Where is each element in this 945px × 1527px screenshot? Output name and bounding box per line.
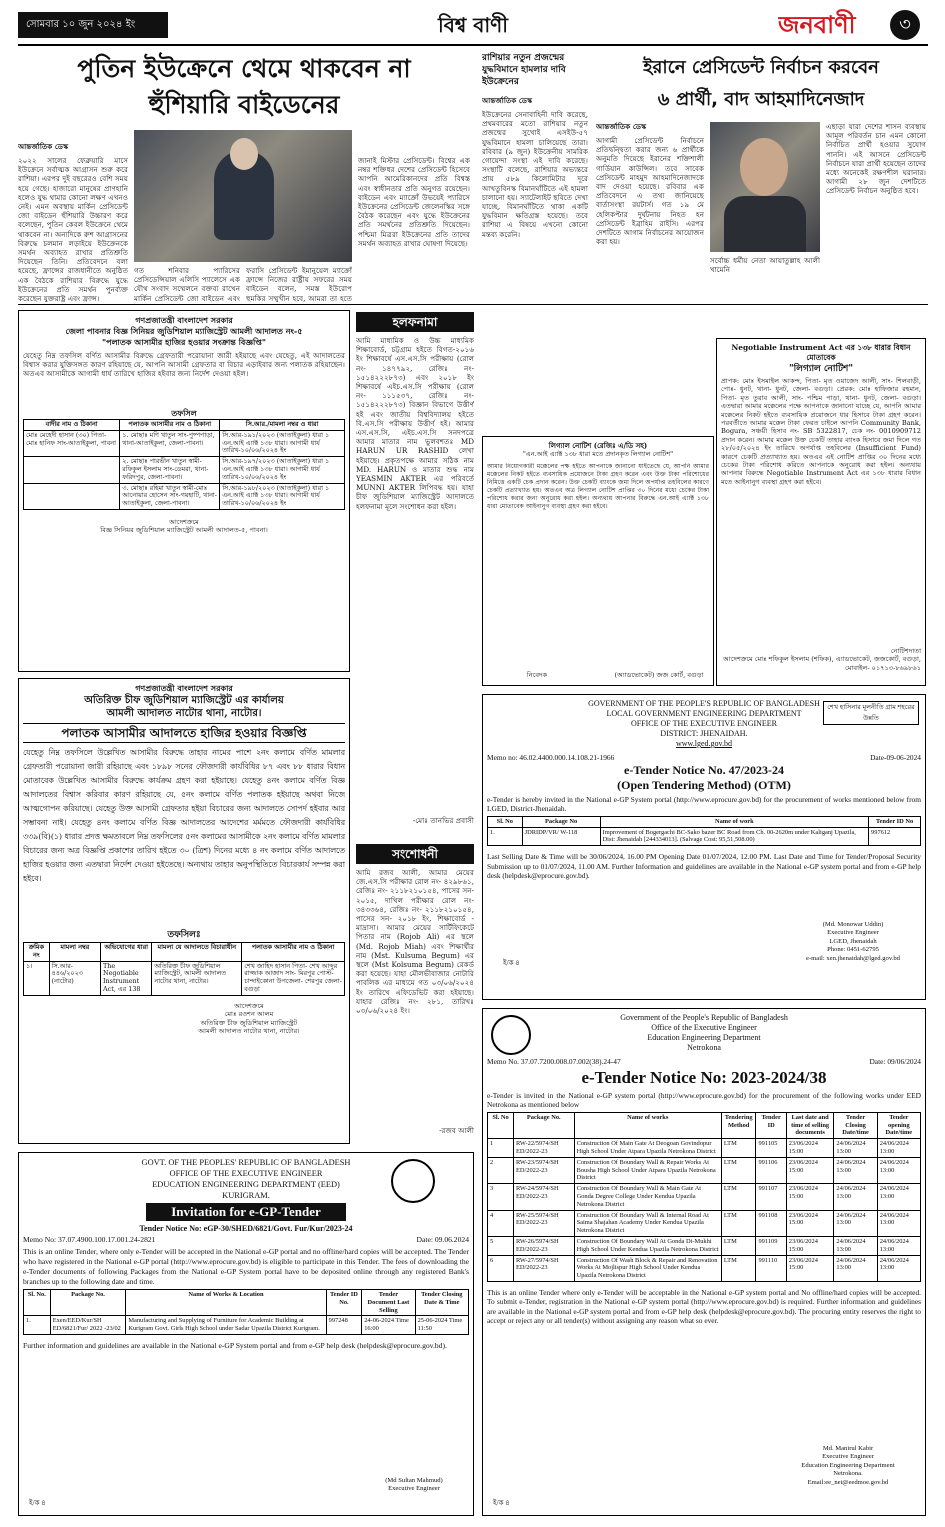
table-row [488,1157,921,1183]
table-cell: মোঃ মেহেদী হাসান (৩০) পিতা-মোঃ হানিফ সাং-আতাইকুলা, পাবনা [24,430,120,456]
natore-table [23,942,345,996]
col-header: Tender ID [756,1112,786,1138]
table-cell: LTM [721,1236,756,1255]
table-row [488,1210,921,1236]
table-cell: Construction Of Boundary Wall & Repair Works At Bousha High School Under Atpara Upazila Netrokona District [574,1157,721,1183]
notice-body: যেহেতু নিম্ন তফসিল বর্ণিত আসামীর বিরুদ্ধে গ্রেফতারী পরোয়ানা জারী হইয়াছে এবং যেহেতু, এই আদালতের বিশ্বাস করার যুক্তিসঙ্গত কারণ রহিয়াছে যে, আপনি আসামী গ্রেফতার বা বিচার এড়াইবার জন্য পলাতক রহিয়াছেন। অতএব আসামীকে আগামী ধার্য তারিখে হাজির হইবার জন্য নির্দেশ দেওয়া হইল। [23,351,345,379]
table-cell: Construction Of Boundary Wall & Main Gate At Gonda Degree College Under Kendua Upazila Netrokona District [574,1184,721,1210]
natore-title: পলাতক আসামীর আদালতে হাজির হওয়ার বিজ্ঞপ্তি [23,723,345,743]
affidavit-block [356,312,474,836]
n-line2: Office of the Executive Engineer [651,1023,757,1032]
table-cell: 991105 [756,1139,786,1158]
col-header: মামলা যে আদালতে বিচারাধীন [152,943,242,962]
table-cell: 1. [488,827,523,846]
table-cell: Construction Of Boundary Wall At Gonda Di-Mukhi High School Under Kendua Upazila Netrokona District [574,1236,721,1255]
putin-col1: ২০২২ সালের ফেব্রুয়ারি মাসে ইউক্রেনে সর্বাত্মক আগ্রাসন শুরু করে রাশিয়া। এরপর দুই বছরেরও বেশি সময় হয়ে গেছে। হাজারো মানুষের প্রাণহানি হলেও যুদ্ধ থামার কোনো লক্ষণ এখনও নেই। এমন অবস্থায় মার্কিন প্রেসিডেন্ট জো বাইডেন হুঁশিয়ারি উচ্চারণ করে বলেছেন, পুতিন কেবল ইউক্রেনে থেমে থাকবেন না। অন্যদিকে রুশ আগ্রাসনের বিরুদ্ধে চলমান লড়াইয়ে ইউক্রেনকে সমর্থন অব্যাহত রাখার প্রতিশ্রুতি দিয়েছেন তিনি। প্রতিবেদনে বলা হয়েছে, ফ্রান্সের রাজধানীতে অনুষ্ঠিত এক বৈঠকে রাশিয়ার বিরুদ্ধে যুদ্ধে ইউক্রেনের প্রতি সমর্থন পুনর্ব্যক্ত করেছেন যুক্তরাষ্ট্র এবং ফ্রান্স। [18,156,128,302]
table-cell: ১. মোছাঃ মণি খাতুন সাং-পুষ্পপাড়া, থানা-আতাইকুলা, জেলা-পাবনা। [120,430,220,456]
affidavit-sign: -মোঃ তানভির প্রবাসী [412,816,474,825]
sig-line: Netrokona. [833,1470,863,1478]
eed-logo [391,1159,435,1203]
k-intro: This is an online Tender, where only e-Tender will be accepted in the National e-GP portal and no offline/hard copies will be accepted. The Tender who have registered in the National e-GP portal (http://www.eprocure.gov.bd) is eligible to participate in this Tender. The fees of downloading the e-Tender documents of following Packages from the National e-GP System portal have to be deposited online through any registered Bank's branches up to the following date and time. [23,1247,469,1286]
table-cell: শেখ জাহিদ হাসান পিতা- শেখ আব্দুর রাজ্জাক আজাদ সাং- মিরপুর পোস্ট- চান্দাইকোনা উপজেলা- শেরপুর জেলা- বগুড়া [242,961,345,995]
k-memo-row [23,1234,469,1245]
table-cell: 24/06/2024 13:00 [877,1139,920,1158]
j-line4: DISTRICT: JHENAIDAH. [660,729,748,738]
table-cell: The Negotiable Instrument Act, এর 138 [101,961,152,995]
table-cell: LTM [721,1184,756,1210]
col-header: Package No [522,816,600,827]
col-header: Tender ID No. [326,1290,362,1316]
table-row [488,1255,921,1281]
russia-body: ইউক্রেনের সেনাবাহিনী দাবি করেছে, প্রথমবারের মতো রাশিয়ার নতুন প্রজন্মের সুখোই এসইউ-৫৭ যুদ্ধবিমানে হামলা চালিয়েছে তারা। রবিবার (৯ জুন) ইউক্রেনীয় সামরিক গোয়েন্দা সংস্থা এই দাবি করেছে। সংস্থাটি বলেছে, রাশিয়ার অভ্যন্তরে প্রায় ৫৮৯ কিলোমিটার দূরে আখতুবিনস্ক বিমানঘাঁটিতে এই হামলা চালানো হয়। স্যাটেলাইট ছবিতে দেখা যাচ্ছে, বিমানঘাঁটিতে থাকা একটি যুদ্ধবিমান ক্ষতিগ্রস্ত হয়েছে। তবে রাশিয়া এ বিষয়ে এখনো কোনো মন্তব্য করেনি। [482,110,588,239]
table-cell: 25-06-2024 Time 11:50 [415,1316,468,1335]
table-cell: 24/06/2024 13:00 [834,1139,877,1158]
table-cell: 6 [488,1255,514,1281]
table-cell: 24/06/2024 13:00 [834,1236,877,1255]
photo-body [724,196,806,252]
table-cell: RW-22/5974/SH ED/2022-23 [513,1139,574,1158]
natore-footer: মোঃ রওশন আলম [224,1010,274,1019]
masthead [18,8,928,42]
table-cell: 3 [488,1184,514,1210]
table-cell: 991108 [756,1210,786,1236]
j-table [487,816,921,846]
correction-title: সংশোধনী [356,844,474,864]
notice-gov: গণপ্রজাতন্ত্রী বাংলাদেশ সরকার [135,315,233,325]
putin-col3b: ফরাসি প্রেসিডেন্ট ইমানুয়েল ম্যাক্রোঁ ফ্রান্সে নিজের রাষ্ট্রীয় সফরের সময় বাইডেন বলেন, সমস্ত ইউরোপ হুমকির সম্মুখীন হবে, আমরা তা হতে [246,266,352,302]
table-row [24,430,345,456]
table-row [24,1316,469,1335]
col-header: Tender Closing Date/time [834,1112,877,1138]
table-row [488,827,921,846]
col-header: Tender Closing Date & Time [415,1290,468,1316]
table-cell: RW-27/5974/SH ED/2022-23 [513,1255,574,1281]
j-signature [783,921,923,963]
k-line4: KURIGRAM. [222,1191,270,1200]
iran-body-right: এছাড়া যারা দেশের শাসন ব্যবস্থায় আমূল পরিবর্তন চান এমন কোনো নির্বাচিত প্রার্থী হওয়ার সুযোগ পাননি। এই আসনে প্রেসিডেন্ট নির্বাচনে যারা প্রার্থী হয়েছেন তাদের মধ্যে অনেকেই রক্ষণশীল ঘরানার। আগামী ২৮ জুন দেশটিতে প্রেসিডেন্ট নির্বাচন অনুষ্ঠিত হবে। [826,122,926,196]
j-title2: (Open Tendering Method) (OTM) [617,778,791,792]
natore-footer: অতিরিক্ত চীফ জুডিশিয়াল ম্যাজিস্ট্রেট [200,1018,298,1027]
table-cell: Construction Of Wash Block & Repair and Renovation Works At Mojlispur High School Under Kendua Upazila Netrokona District [574,1255,721,1281]
natore-court: আমলী আদালত নাটোর থানা, নাটোর। [106,708,262,719]
iran-desk: আন্তর্জাতিক ডেস্ক [596,122,647,131]
negotiable-notice [716,338,926,686]
col-header: মামলা নম্বর [49,943,100,962]
masthead-rule [18,44,928,46]
iran-caption: সর্বোচ্চ ধর্মীয় নেতা আয়াতুল্লাহ আলী খামেনি [710,256,820,275]
ni-sign: আদেশক্রমে মোঃ শফিকুল ইসলাম (শফিক), এ্যাডভোকেট, জজকোর্ট, বগুড়া, মোবাইল- ০১৭১৩-৮৬৯৮৬১ [723,655,921,672]
col-header: Tender ID No [869,816,921,827]
iran-body-left: আগামী প্রেসিডেন্ট নির্বাচনে প্রতিদ্বন্দ্বিতা করার জন্য ৬ প্রার্থীকে অনুমতি দিয়েছে ইরানের শক্তিশালী গার্ডিয়ান কাউন্সিল। তবে সাবেক প্রেসিডেন্ট মাহমুদ আহমাদিনেজাদকে বাদ দেওয়া হয়েছে। রবিবার এক প্রতিবেদনে এ তথ্য জানিয়েছে বার্তাসংস্থা রয়টার্স। গত ১৯ মে হেলিকপ্টার দুর্ঘটনায় নিহত হন প্রেসিডেন্ট ইব্রাহিম রাইসি। এরপর দেশটিতে আগাম নির্বাচনের আয়োজন করা হয়। [596,136,704,247]
col-header: Sl. No. [24,1290,51,1316]
table-cell: LTM [721,1139,756,1158]
notice-court: জেলা পাবনার বিজ্ঞ সিনিয়র জুডিশিয়াল ম্যাজিস্ট্রেট আমলী আদালত নং-৫ [65,326,303,336]
table-cell: ১। [24,961,50,995]
k-footer: Further information and guidelines are available in the National e-GP System portal and from e-GP help desk (helpdesk@eprocure.gov.bd). [23,1340,447,1350]
table-cell: 24/06/2024 13:00 [834,1157,877,1183]
russia-headline: রাশিয়ার নতুন প্রজন্মের যুদ্ধবিমানে হামলার দাবি ইউক্রেনের [482,53,566,87]
table-cell: JDRIDP/VR/ W-118 [522,827,600,846]
table-cell: 991110 [756,1255,786,1281]
netrokona-tender [482,1008,926,1516]
russia-desk: আন্তর্জাতিক ডেস্ক [482,96,533,105]
col-header: সি.আর./মামলা নম্বর ও ধারা [220,420,345,431]
table-cell: সি.আর-১৯৭/২০২৩ (আতাইকুলা) ধারা ১ এন.আই এ্যাক্ট ১৩৮ ধারা। আগামী ধার্য তারিখ-১০/০৬/২০২৪ ইং [220,457,345,483]
date-box: সোমবার ১০ জুন ২০২৪ ইং [18,12,168,38]
eed-logo [491,1015,531,1055]
legal-sub: "এন.আই এ্যাক্ট ১৩৮ ধারা মতে প্রদানকৃত লিগ্যাল নোটিশ" [522,450,674,458]
col-header: Package No. [513,1112,574,1138]
legal-left-sign: নিবেদক [526,670,548,679]
logo: জনবাণী [778,11,856,39]
col-header: Sl. No [488,1112,514,1138]
col-header: Name of works [574,1112,721,1138]
photo-head [740,138,788,196]
j-title1: e-Tender Notice No. 47/2023-24 [624,763,784,777]
ni-sub: "লিগ্যাল নোটিশ" [788,364,854,374]
table-cell: LTM [721,1255,756,1281]
sig-line: Phone: 0451-62795 [827,946,879,954]
notice-table [23,419,345,510]
notice-footer: আদেশক্রমে [169,517,199,526]
table-cell: RW-25/5974/SH ED/2022-23 [513,1210,574,1236]
j-intro: e-Tender is hereby invited in the National e-GP System portal (http://www.eprocure.gov.bd) for the procurement of works mentioned below from LGED, District-Jhenaidah. [487,795,921,814]
k-line1: GOVT. OF THE PEOPLES' REPUBLIC OF BANGLADESH [141,1158,351,1167]
table-cell: 2 [488,1157,514,1183]
k-signature [359,1477,469,1494]
col-header: ক্রমিক নং [24,943,50,962]
table-row [24,457,345,483]
table-cell: 23/06/2024 15:00 [786,1139,834,1158]
table-cell: 23/06/2024 15:00 [786,1157,834,1183]
table-cell: 23/06/2024 15:00 [786,1210,834,1236]
ahmadinejad-photo [710,122,820,252]
sig-line: e-mail: xen.jhenaidah@lged.gov.bd [806,954,900,962]
page-number: ৩ [890,10,920,40]
n-date: Date: 09/06/2024 [869,1057,921,1066]
col-header: বাদীর নাম ও ঠিকানা [24,420,120,431]
iran-article [596,52,926,302]
table-row [24,961,345,995]
j-line2: LOCAL GOVERNMENT ENGINEERING DEPARTMENT [606,709,802,718]
legal-header: লিগ্যাল নোটিশ (রেজিঃ এ/ডি সহ) [548,441,648,450]
putin-col2: জানাই মিস্টার প্রেসিডেন্ট। বিশ্বের এক নম্বর শক্তিধর দেশের প্রেসিডেন্ট হিসেবে আপনি আমেরিকানদের প্রতি বিশ্বস্ত এবং স্বাধীনতার প্রতি অনুগত রয়েছেন। বাইডেন এবং ম্যাক্রোঁ উভয়েই প্যারিসে ইউক্রেনের প্রেসিডেন্ট জেলেনস্কির সঙ্গে বৈঠক করেছেন এবং যুদ্ধে ইউক্রেনের প্রতি সমর্থনের প্রতিশ্রুতি দিয়েছেন। পশ্চিমা মিত্ররা ইউক্রেনের প্রতি তাদের সমর্থন অব্যাহত রাখার ঘোষণা দিয়েছে। [358,156,470,248]
j-line1: GOVERNMENT OF THE PEOPLE'S REPUBLIC OF BANGLADESH [588,699,820,708]
table-cell: RW-23/5974/SH ED/2022-23 [513,1157,574,1183]
table-cell: RW-24/5974/SH ED/2022-23 [513,1184,574,1210]
k-line2: OFFICE OF THE EXECUTIVE ENGINEER [169,1169,323,1178]
table-cell: 24/06/2024 13:00 [877,1184,920,1210]
table-cell: ৩. মোছাঃ রহিমা খাতুন স্বামী-মোঃ আনোয়ার হোসেন সাং-গয়হাটি, থানা-আতাইকুলা, জেলা-পাবনা। [120,483,220,509]
iran-headline: ইরানে প্রেসিডেন্ট নির্বাচন করবেন [643,57,879,78]
putin-article [18,52,470,302]
j-memo: Memo no: 46.02.4400.000.14.108.21-1966 [487,753,615,762]
n-line3: Education Engineering Department [647,1033,761,1042]
table-cell: 991106 [756,1157,786,1183]
natore-court-notice [18,678,350,1144]
putin-col3a: গত শনিবার প্যারিসের প্রেসিডেন্সিয়াল এলিসি প্যালেসে এক যৌথ সংবাদ সম্মেলনে বক্তব্য রাখেন মার্কিন প্রেসিডেন্ট জো বাইডেন এবং [134,266,240,302]
table-row [24,483,345,509]
n-code: ই/ক ৪ [493,1499,510,1507]
table-cell: 24/06/2024 13:00 [834,1184,877,1210]
table-cell: LTM [721,1210,756,1236]
affidavit-title: হলফনামা [356,312,474,332]
k-date: Date: 09.06.2024 [416,1235,469,1244]
ni-sign: নোটিশদাতা [890,647,921,655]
table-row [488,1139,921,1158]
col-header: পলাতক আসামীর নাম ও ঠিকানা [120,420,220,431]
table-cell: 24/06/2024 13:00 [877,1210,920,1236]
natore-tafsil: তফসিলঃ [167,930,201,940]
biden-photo [134,130,352,262]
natore-office: অতিরিক্ত চীফ জুডিশিয়াল ম্যাজিস্ট্রেট এর কার্যালয় [84,695,284,706]
table-cell: 4 [488,1210,514,1236]
table-cell: 24/06/2024 13:00 [877,1157,920,1183]
jhenaidah-tender [482,694,926,1000]
k-banner: Invitation for e-GP-Tender [146,1203,346,1221]
putin-subheadline: হুঁশিয়ারি বাইডেনের [148,90,340,119]
sig-line: Email:ee_net@eedmoe.gov.bd [807,1478,889,1486]
pabna-court-notice [18,310,350,672]
table-cell [24,457,120,483]
natore-footer: আমলী আদালত নাটোর থানা, নাটোর। [198,1027,300,1035]
table-cell: 991109 [756,1236,786,1255]
table-cell: 997248 [326,1316,362,1335]
table-row [488,1184,921,1210]
n-memo-row [487,1057,921,1067]
n-line4: Netrokona [687,1043,721,1052]
j-date: Date-09-06-2024 [870,753,921,762]
kurigram-tender [18,1152,474,1516]
legal-right-sign: (অ্যাডভোকেট) জজ কোর্ট, বগুড়া [614,670,704,679]
table-cell: সি.আর-১৯৮/২০২৩ (আতাইকুলা) ধারা ১ এন.আই এ্যাক্ট ১৩৮ ধারা। আগামী ধার্য তারিখ-১০/০৬/২০২৪ ইং [220,483,345,509]
table-row [488,1236,921,1255]
natore-body: যেহেতু নিম্ন তফসিলে উল্লেখিত আসামীর বিরুদ্ধে তাহার নামের পাশে ২নং কলামে বর্ণিত মামলার গ্রেফতারী পরোয়ানা জারী রহিয়াছে এবং ১৮৯৮ সনের ফৌজদারী কার্যবিধির ৮৭ এবং ৮৮ ধারার বিধান মোতাবেক উল্লেখিত আসামীর বিরুদ্ধে কার্যক্রম গ্রহণ করা হইয়াছে। যেহেতু ৪নং কলামে বর্ণিত বিজ্ঞ আদালতের বিশ্বাস করিবার কারণ রহিয়াছে যে, ৫নং কলামে বর্ণিত পলাতক হইয়াছে অথবা নিজে আত্মগোপন করিয়াছে। যেহেতু উক্ত আসামী গ্রেফতার হইয়া বিচারের জন্য আদালতে সোপর্দ হইবার আর সম্ভাবনা নাই। যেহেতু ৪নং কলামে বর্ণিত বিজ্ঞ আদালতের আদেশের মর্মমতে ফৌজদারী কার্যবিধির ৩৩৯(বি)(১) ধারার প্রদত্ত ক্ষমতাবলে নিম্ন তফসিলের ৫নং কলামের আসামীকে ২নং কলামে বর্ণিত মামলার বিচারের জন্য অত্র বিজ্ঞপ্তি প্রকাশের তারিখ হইতে ৩০ (ত্রিশ) দিনের মধ্যে ৪ নং কলামে বর্ণিত আদালতে হাজির হওয়ার জন্য এতদ্বারা নির্দেশ দেওয়া হইতেছে। অন্যথায় তাহার অনুপস্থিতিতে বিচারকার্য সম্পন্ন করা হইবে। [23,748,345,883]
n-memo: Memo No. 37.07.7200.008.07.002(38).24-47 [487,1057,621,1066]
section-title: বিশ্ব বাণী [438,13,508,37]
col-header: অভিযোগের ধারা [101,943,152,962]
table-cell: Exen/EED/Kur/SH ED/6821/Fur/ 2022 -23/02 [50,1316,126,1335]
divider-top [18,304,928,305]
n-footer: This is an online Tender where only e-Tender will be acceptable in the National e-GP system portal and No offline/hard copies will be accepted. To submit e-Tender, registration in the National e-GP system portal (http://www.eprocure.gov.bd) is required. Further information and guidelines are available in the National e-GP system portal and from e-GP help desk (helpdesk@eprocure.gov.bd). The procuring entity reserves the right to accept or reject any or all tender(s) without assigning any reason what so ever. [487,1287,921,1326]
j-footer: Last Selling Date & Time will be 30/06/2024, 16.00 PM Opening Date 01/07/2024, 12.00 PM. Last Date and Time for Tender/Proposal Security Submission up to 01/07/2024, 11.00 AM. Further Information and guidelines are available in the National e-GP system portal and from e-GP help desk (helpdesk@eprocure.gov.bd). [487,852,921,881]
k-code: ই/ক ৪ [29,1499,46,1507]
sig-line: (Md. Monowar Uddin) [822,921,884,928]
j-code: ই/ক ৪ [503,959,520,967]
j-memo-row [487,753,921,763]
table-cell: LTM [721,1157,756,1183]
table-cell: 24/06/2024 13:00 [834,1255,877,1281]
putin-headline: পুতিন ইউক্রেনে থেমে থাকবেন না [77,54,411,83]
table-cell: 5 [488,1236,514,1255]
col-header: Name of Works & Location [126,1290,326,1316]
notice-footer: বিজ্ঞ সিনিয়র জুডিশিয়াল ম্যাজিস্ট্রেট আমলী আদালত-৫, পাবনা। [100,526,268,535]
table-cell: 24/06/2024 13:00 [877,1255,920,1281]
j-site[interactable]: www.lged.gov.bd [675,739,733,748]
n-table [487,1112,921,1282]
russia-article [482,52,588,302]
table-cell: 24/06/2024 13:00 [834,1210,877,1236]
n-intro: e-Tender is invited in the National e-GP system portal (http://www.eprocure.gov.bd) for the procurement of the following works under EED Netrokona as mentioned below [487,1091,921,1110]
sig-line: LGED, Jhenaidah [829,937,877,945]
iran-subheadline: ৬ প্রার্থী, বাদ আহমাদিনেজাদ [657,89,865,110]
table-cell: 23/06/2024 15:00 [786,1184,834,1210]
col-header: Name of work [600,816,868,827]
col-header: Sl. No [488,816,523,827]
sig-line: Executive Engineer [822,1453,874,1461]
legal-body: আমার নিয়োগকারী মক্কেলের পক্ষ হইতে আপনাকে জানানো যাইতেছে যে, আপনি আমার মক্কেলের নিকট হইতে ব্যবসায়িক প্রয়োজনে টাকা গ্রহণ করেন এবং উক্ত টাকা পরিশোধের নিমিত্তে একটি চেক প্রদান করেন। উক্ত চেকটি ব্যাংকে জমা দিলে অপর্যাপ্ত তহবিলের কারণে চেকটি প্রত্যাখ্যাত হয়। অতএব অত্র লিগ্যাল নোটিশ প্রাপ্তির ৩০ দিনের মধ্যে চেকের টাকা পরিশোধ করার জন্য অনুরোধ করা হইল। অন্যথায় আপনার বিরুদ্ধে এন.আই এ্যাক্ট ১৩৮ ধারা মোতাবেক আইনানুগ ব্যবস্থা গ্রহণ করা হইবে। [487,463,709,510]
correction-sign: -রজব আলী [439,1126,474,1135]
col-header: Last date and time of selling documents [786,1112,834,1138]
table-cell: 24/06/2024 13:00 [877,1236,920,1255]
table-cell: 23/06/2024 15:00 [786,1236,834,1255]
table-cell: 991107 [756,1184,786,1210]
table-cell: Construction Of Main Gate At Deogoan Govindopur High School Under Atpara Upazila Netrokona District [574,1139,721,1158]
n-signature [773,1445,923,1487]
ni-body: প্রাপক: মোঃ ইসমাইল আকন্দ, পিতা- মৃত ওয়াজেদ আলী, সাং- শিলবাড়ী, পোঃ- ধুনট, থানা- ধুনট, জেলা- বগুড়া। প্রেরক: মোঃ হাফিজার রহমান, পিতা- মৃত তুরাব আলী, সাং- পশ্চিম পাড়া, থানা- ধুনট, জেলা- বগুড়া। এতদ্বারা আমার মক্কেলের পক্ষে আপনাকে জানানো যাচ্ছে যে, আপনি আমার মক্কেলের নিকট হইতে ব্যবসায়িক প্রয়োজনে ধার হিসাবে টাকা গ্রহণ করেন। পরবর্তীতে আমার মক্কেল টাকা ফেরত চাইলে আপনি Community Bank, Bogura, সঞ্চয়ী হিসাব নং- SB 5322817, চেক নং- 0010909712 প্রদান করেন। আমার মক্কেল উক্ত চেকটি তাহার ব্যাংক হিসাবে জমা দিলে গত ২৮/০৫/২০২৪ ইং তারিখে অপর্যাপ্ত তহবিলের (Insufficient Fund) কারণে চেকটি প্রত্যাখ্যাত হয়। অতএব এই নোটিশ প্রাপ্তির ৩০ দিনের মধ্যে চেকের টাকা পরিশোধ করিতে আপনাকে অনুরোধ করা হইল। অন্যথায় আপনার বিরুদ্ধে Negotiable Instrument Act এর ১৩৮ ধারার বিধান মতে আইনানুগ ব্যবস্থা গ্রহণ করা হইবে। [721,377,921,486]
sig-line: Education Engineering Department [801,1461,895,1469]
legal-notice [482,436,714,686]
natore-footer: আদেশক্রমে [234,1001,264,1010]
k-memo: Memo No: 37.07.4900.100.17.001.24-2821 [23,1235,156,1244]
col-header: Tender opening Date/time [877,1112,920,1138]
table-cell: 1. [24,1316,51,1335]
n-title: e-Tender Notice No: 2023-2024/38 [581,1068,827,1087]
k-tender-no: Tender Notice No: eGP-30/SHED/6821/Govt. Fur/Kur/2023-24 [139,1224,353,1233]
notice-title: "পলাতক আসামীর হাজির হওয়ার সংক্রান্ত বিজ্ঞপ্তি" [101,337,267,347]
correction-body: আমি রজব আলী, আমার মেয়ের জে.এস.সি পরীক্ষার রোল নং- ৪২৯৮৬১, রেজিঃ নং- ২১১৮২১০১৫৪, পাসের সন- ২০১৫, দাখিল পরীক্ষার রোল নং- ৩৪৩৩৬৪, রেজিঃ নং- ২১১৮২১০১৫৪, পাসের সন- ২০১৮ ইং, শিক্ষাবোর্ড - মাদ্রাসা। আমার মেয়ের সার্টিফিকেটে পিতার নাম (Rojob Ali) এর স্থলে (Md. Rojob Miah) এবং শিক্ষার্থীর নাম (Mst. Kulsuma Begum) এর স্থলে (Mst Kolsuma Begum) রেকর্ড করা হয়েছে। যাহা মৌলভীবাজার নোটারি পাবলিক এর মাধ্যমে গত ০৩/০৬/২০২৪ ইং তারিখে এফিডেভিট করা হইয়াছে। যাহার রেজিঃ নং- ২৮১, তারিখঃ ০৩/০৬/২০২৪ ইং। [356,868,474,1016]
photo-head [230,138,258,170]
table-cell: 997612 [869,827,921,846]
j-slogan: শেখ হাসিনার মূলনীতি গ্রাম শহরের উন্নতি [823,701,919,725]
n-line1: Government of the People's Republic of Bangladesh [620,1013,788,1022]
natore-gov: গণপ্রজাতন্ত্রী বাংলাদেশ সরকার [135,683,233,693]
table-cell: 23/06/2024 15:00 [786,1255,834,1281]
table-cell: অতিরিক্ত চীফ জুডিশিয়াল ম্যাজিস্ট্রেট, আমলী আদালত নাটোর থানা, নাটোর। [152,961,242,995]
notice-tafsil: তফসিল [171,408,197,418]
k-table [23,1289,469,1335]
table-cell: ২. মোছাঃ পারভীন খাতুন স্বামী-রফিকুল ইসলাম সাং-ডেমরা, থানা-ফরিদপুর, জেলা-পাবনা। [120,457,220,483]
affidavit-body: আমি মাধ্যমিক ও উচ্চ মাধ্যমিক শিক্ষাবোর্ড, চট্টগ্রাম হইতে বিগত-২০১৬ ইং শিক্ষাবর্ষে এস.এস.সি পরীক্ষায় (রোল নং- ১৪৭৭৯২, রেজিঃ নং- ১৫১৪২২২৮৭৩) এবং ২০১৮ ইং শিক্ষাবর্ষে এইচ.এস.সি পরীক্ষায় (রোল নং- ১১১৫৩৭, রেজিঃ নং- ১৫১৪২২২৮৭৩) বিজ্ঞান বিভাগে উত্তীর্ণ হই এবং জাতীয় বিশ্ববিদ্যালয় হইতে বি.এস.সি পরীক্ষায় উত্তীর্ণ হই। আমার এস.এস.সি, এইচ.এস.সি সনদপত্রে আমার মাতার নাম ভুলবশতঃ MD HARUN UR RASHID লেখা হইয়াছে। প্রকৃতপক্ষে আমার সঠিক নাম MD. HARUN ও মাতার শুদ্ধ নাম YEASMIN AKTER এর পরিবর্তে MUNNI AKTER লিপিবদ্ধ হয়। যাহা চীফ জুডিশিয়াল ম্যাজিস্ট্রেট আদালতে হলফনামা মূলে সংশোধন করা হইল। [356,336,474,511]
col-header: Package No. [50,1290,126,1316]
table-cell: সি.আর-১৯১/২০২৩ (আতাইকুলা) ধারা ১ এন.আই এ্যাক্ট ১৩৮ ধারা। আগামী ধার্য তারিখ-১০/০৬/২০২৪ ইং [220,430,345,456]
table-cell: সি.আর- ৪৪৬/২০২৩ (নাটোর) [49,961,100,995]
table-cell: 1 [488,1139,514,1158]
table-cell: Construction Of Boundary Wall & Internal Road At Saima Shajahan Academy Under Kendua Upazila Netrokona District [574,1210,721,1236]
table-cell: 24-06-2024 Time 16:00 [362,1316,415,1335]
j-line3: OFFICE OF THE EXECUTIVE ENGINEER [630,719,778,728]
table-cell: Manufacturing and Supplying of Furniture for Academic Building at Kurigram Govt. Girls High School under Sadar Upazila District Kurigram. [126,1316,326,1335]
table-cell: RW-26/5974/SH ED/2022-23 [513,1236,574,1255]
table-cell: Improvement of Bogergachi BC-Sako bazer BC Road from Ch. 00-2620m under Kaliganj Upazila, Dist: Jhenaidah [244334013]. (Salvage Cost: 95,51,508.00) [600,827,868,846]
putin-desk: আন্তর্জাতিক ডেস্ক [18,142,69,151]
k-line3: EDUCATION ENGINEERING DEPARTMENT (EED) [152,1180,340,1189]
col-header: Tender Document Last Selling [362,1290,415,1316]
sig-line: Md. Manirul Kabir [822,1445,874,1452]
col-header: পলাতক আসামীর নাম ও ঠিকানা [242,943,345,962]
table-cell [24,483,120,509]
sig-line: (Md Sultan Mahmud) [385,1477,443,1484]
sig-line: Executive Engineer [388,1485,440,1493]
ni-title: Negotiable Instrument Act এর ১৩৮ ধারার বিধান মোতাবেক [731,343,911,362]
col-header: Tendering Method [721,1112,756,1138]
sig-line: Executive Engineer [827,929,879,937]
correction-block [356,844,474,1144]
